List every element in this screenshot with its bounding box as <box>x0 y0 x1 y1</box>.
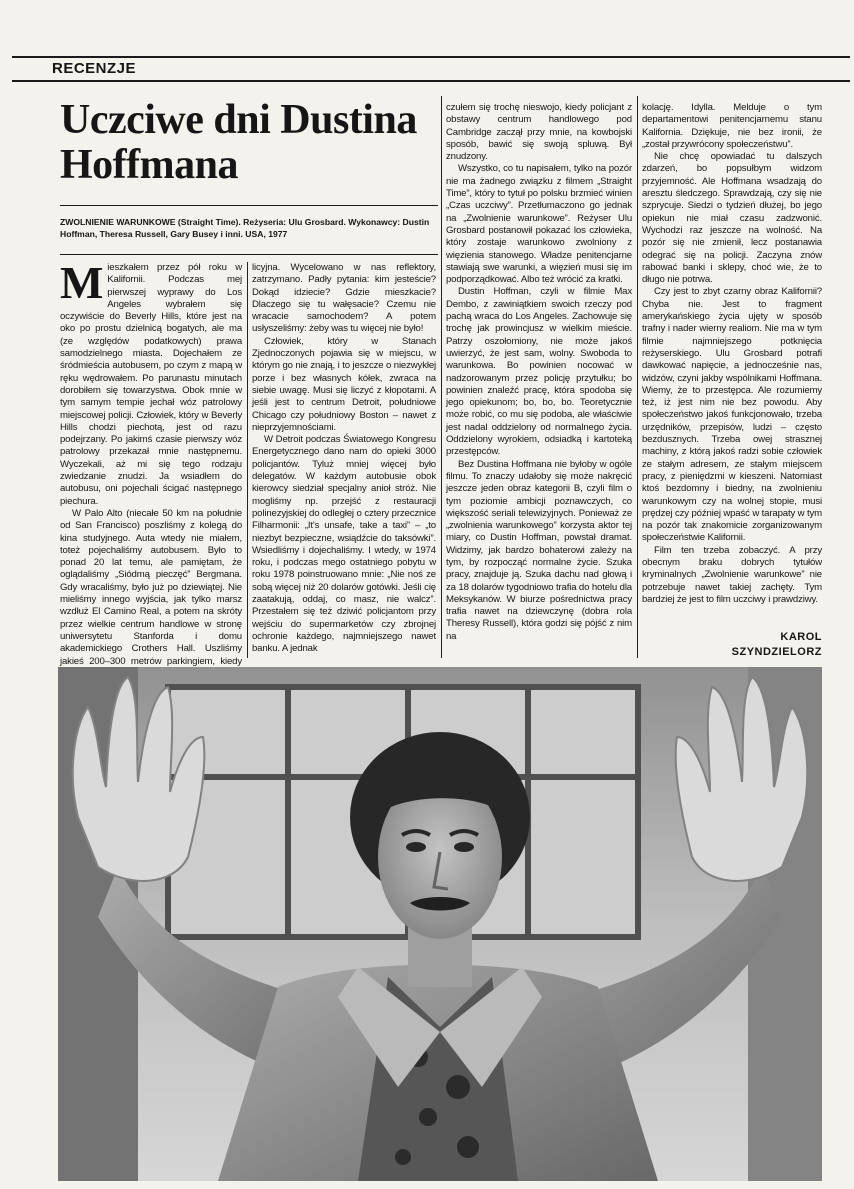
paragraph: licyjna. Wycelowano w nas reflektory, zatrzymano. Padły pytania: kim jesteście? Dokąd idziecie? Gdzie mieszkacie? Dlaczego się tu wałęsacie? Czemu nie wracacie samochodem? A potem usłyszeliśmy: żeby was tu więcej nie było! <box>252 262 436 335</box>
paragraph: Czy jest to zbyt czarny obraz Kalifornii? Chyba nie. Jest to fragment amerykańskiego życia ujęty w sposób trafny i nader wierny realiom. Nie ma w tym filmie najmniejszego potknięcia reżyserskiego. Ulu Grosbard potrafi dawkować napięcie, a jednocześnie nas, widzów, czyni jakby wspólnikami Hoffmana. Wiemy, że to przestępca. Ale rozumiemy też, iż jest nim nie bez powodu. Aby społeczeństwo jakoś funkcjonowało, trzeba urzędników, przepisów, ludzi – często bezdusznych. Trzeba owej strasznej machiny, z którą jakoś radzi sobie człowiek ze stałym adresem, ze stałym miejscem pracy, z pieniędzmi w kieszeni. Natomiast ktoś bezdomny i biedny, na zwolnieniu warunkowym czy na wolnej stopie, musi prędzej czy później wpaść w tarapaty w tym na pozór tak znakomicie zorganizowanym społeczeństwie Kalifornii. <box>642 286 822 544</box>
drop-cap: M <box>60 257 104 308</box>
header-rule-bottom <box>12 80 850 82</box>
article-title: Uczciwe dni Dustina Hoffmana <box>60 97 417 188</box>
author-last-name: SZYNDZIELORZ <box>731 646 822 658</box>
paragraph: Człowiek, który w Stanach Zjednoczonych pojawia się w miejscu, w którym go nie znają, i to jeszcze o niezwykłej porze i bez własnych kółek, zwraca na siebie uwagę. Musi się liczyć z kłopotami. A jeśli jest to centrum Detroit, południowe Chicago czy południowy Boston – nawet z nieprzyjemnościami. <box>252 335 436 433</box>
section-label: RECENZJE <box>52 60 137 77</box>
paragraph: kolację. Idylla. Melduje o tym departamentowi penitencjarnemu stanu Kalifornia. Dziękuje, nie bez ironii, że „został przywrócony społeczeństwu”. <box>642 102 822 150</box>
paragraph: Dustin Hoffman, czyli w filmie Max Dembo, z zawiniątkiem swoich rzeczy pod pachą wraca do Los Angeles. Zachowuje się trochę jak prowincjusz w wielkim mieście. Patrzy oszołomiony, nie może jakoś uwierzyć, że jest sam, wolny. Swoboda to warunkowa. Bo powinien nocować w nadzorowanym przez policję przytułku; bo powinien znaleźć pracę, która spodoba się jego opiekunom; bo, bo, bo. Teoretycznie może robić, co mu się podoba, ale właściwie jest nadal oddzielony od normalnego życia. Oddzielony wyrokiem, odsiadką i kartoteką przestępców. <box>446 286 632 458</box>
article-column-3 <box>446 102 632 660</box>
paragraph: Mieszkałem przez pół roku w Kalifornii. Podczas mej pierwszej wyprawy do Los Angeles wybrałem się oczywiście do Beverly Hills, które jest na oko po prostu dzielnicą bogatych, ale ma (ze względów podatkowych) prawa samodzielnego miasta. Dojechałem ze śródmieścia autobusem, po czym z mapą w ręku wędrowałem. Po parunastu minutach dorobiłem się towarzystwa. Obok mnie w tym samym tempie jechał wóz patrolowy miejscowej policji. Człowiek, który w Beverly Hills chodzi piechotą, jest od razu podejrzany. Po jakimś czasie pierwszy wóz patrolowy przekazał mnie następnemu. Wyczekali, aż mi się tego rodzaju zwiedzanie znudzi. Ja wsiadłem do autobusu, oni pojechali ścigać następnego piechura. <box>60 257 242 507</box>
film-still-photo <box>58 667 822 1181</box>
article-column-4 <box>642 102 822 622</box>
paragraph: Bez Dustina Hoffmana nie byłoby w ogóle filmu. To znaczy udałoby się może nakręcić jeszcze jeden obraz kategorii B, czyli film o tym poziomie ambicji poznawczych, co większość seriali telewizyjnych. Ponieważ ze „zwolnienia warunkowego” korzysta aktor tej miary, co Dustin Hoffman, powstał dramat. Widzimy, jak bardzo bohaterowi zależy na tym, by rozpocząć normalne życie. Szuka pracy, znajduje ją. Szuka dachu nad głową i za 18 dolarów tygodniowo trafia do hotelu dla Meksykanów. W biurze pośrednictwa pracy trafia nawet na dziewczynę (dobra rola Theresy Russell), która godzi się pójść z nim na <box>446 458 632 642</box>
author-first-name: KAROL <box>780 631 822 643</box>
article-column-1 <box>60 257 242 667</box>
column-divider-3 <box>441 96 442 658</box>
title-rule <box>60 205 438 206</box>
paragraph: W Palo Alto (niecałe 50 km na południe od San Francisco) poszliśmy z kolegą do kina studyjnego. Auta wtedy nie miałem, toteż pojechaliśmy autobusem. Było to ponad 20 lat temu, ale pamiętam, że oglądaliśmy „Siódmą pieczęć” Bergmana. Gdy wracaliśmy, było już po dziewiątej. Nie mieliśmy innego wyjścia, jak tylko marsz wzdłuż El Camino Real, a potem na skróty przez wielkie centrum handlowe w stronę uniwersytetu Stanforda i domu akademickiego Crothers Hall. Uszliśmy jakieś 200–300 metrów parkingiem, kiedy <box>60 507 242 667</box>
paragraph: Film ten trzeba zobaczyć. A przy obecnym braku dobrych tytułów kryminalnych „Zwolnienie warunkowe” nie potrzebuje nawet takiej zachęty. Tym bardziej że jest to film uczciwy i prawdziwy. <box>642 544 822 605</box>
article-column-2 <box>252 262 436 660</box>
credits-rule <box>60 254 438 255</box>
column-divider-4 <box>637 96 638 658</box>
film-credits: ZWOLNIENIE WARUNKOWE (Straight Time). Reżyseria: Ulu Grosbard. Wykonawcy: Dustin Hoffman, Theresa Russell, Gary Busey i inni. USA, 1977 <box>60 217 430 239</box>
paragraph: Nie chcę opowiadać tu dalszych zdarzeń, bo popsułbym widzom przyjemność. Ale Hoffmana wsadzają do aresztu śledczego. Sprawdzają, czy się nie szprycuje. Siedzi o tydzień dłużej, bo jego opiekun nie miał czasu zadzwonić. Wychodzi raz jeszcze na wolność. Na pozór się nie zmienił, lecz postanawia odegrać się na policji. Zaczyna znów rabować banki i sklepy, choć wie, że to długo nie potrwa. <box>642 151 822 286</box>
paragraph: czułem się trochę nieswojo, kiedy policjant z obstawy centrum handlowego pod Cambridge zaczął przy mnie, na kowbojski sposób, bawić się swoją spluwą. Był znudzony. <box>446 102 632 163</box>
header-rule-top <box>12 56 850 58</box>
paragraph: W Detroit podczas Światowego Kongresu Energetycznego dano nam do opieki 3000 policjantów. Tyluż mniej więcej było delegatów. W każdym autobusie obok kierowcy siedział specjalny anioł stróż. Nie mogliśmy np. przejść z restauracji polinezyjskiej do odległej o cztery przecznice Filharmonii: „It's unsafe, take a taxi” – „to niezbyt bezpieczne, wsiądźcie do taksówki”. Wsiedliśmy i dojechaliśmy. I wtedy, w 1974 roku, i podczas mego ostatniego pobytu w roku 1978 poinstruowano mnie: „Nie noś ze sobą więcej niż 20 dolarów gotówki. Jeśli cię zaatakują, oddaj, co masz, nie walcz”. Przestałem się też dziwić policjantom przy wejściu do supermarketów czy zbrojnej ochronie każdego, najmniejszego nawet banku. A jednak <box>252 434 436 655</box>
author-signature <box>732 630 822 660</box>
paragraph: Wszystko, co tu napisałem, tylko na pozór nie ma żadnego związku z filmem „Straight Time”, który to tytuł po polsku brzmieć winien „Czas uczciwy”. Przetłumaczono go jednak na „Zwolnienie warunkowe”. Reżyser Ulu Grosbard postanowił pokazać los człowieka, który zostaje warunkowo zwolniony z więzienia stanowego. Władze penitencjarne stawiają swe warunki, a więzień musi się im podporządkować. Albo też wrócić za kratki. <box>446 163 632 286</box>
photo-illustration <box>58 667 822 1181</box>
column-divider-2 <box>247 262 248 658</box>
